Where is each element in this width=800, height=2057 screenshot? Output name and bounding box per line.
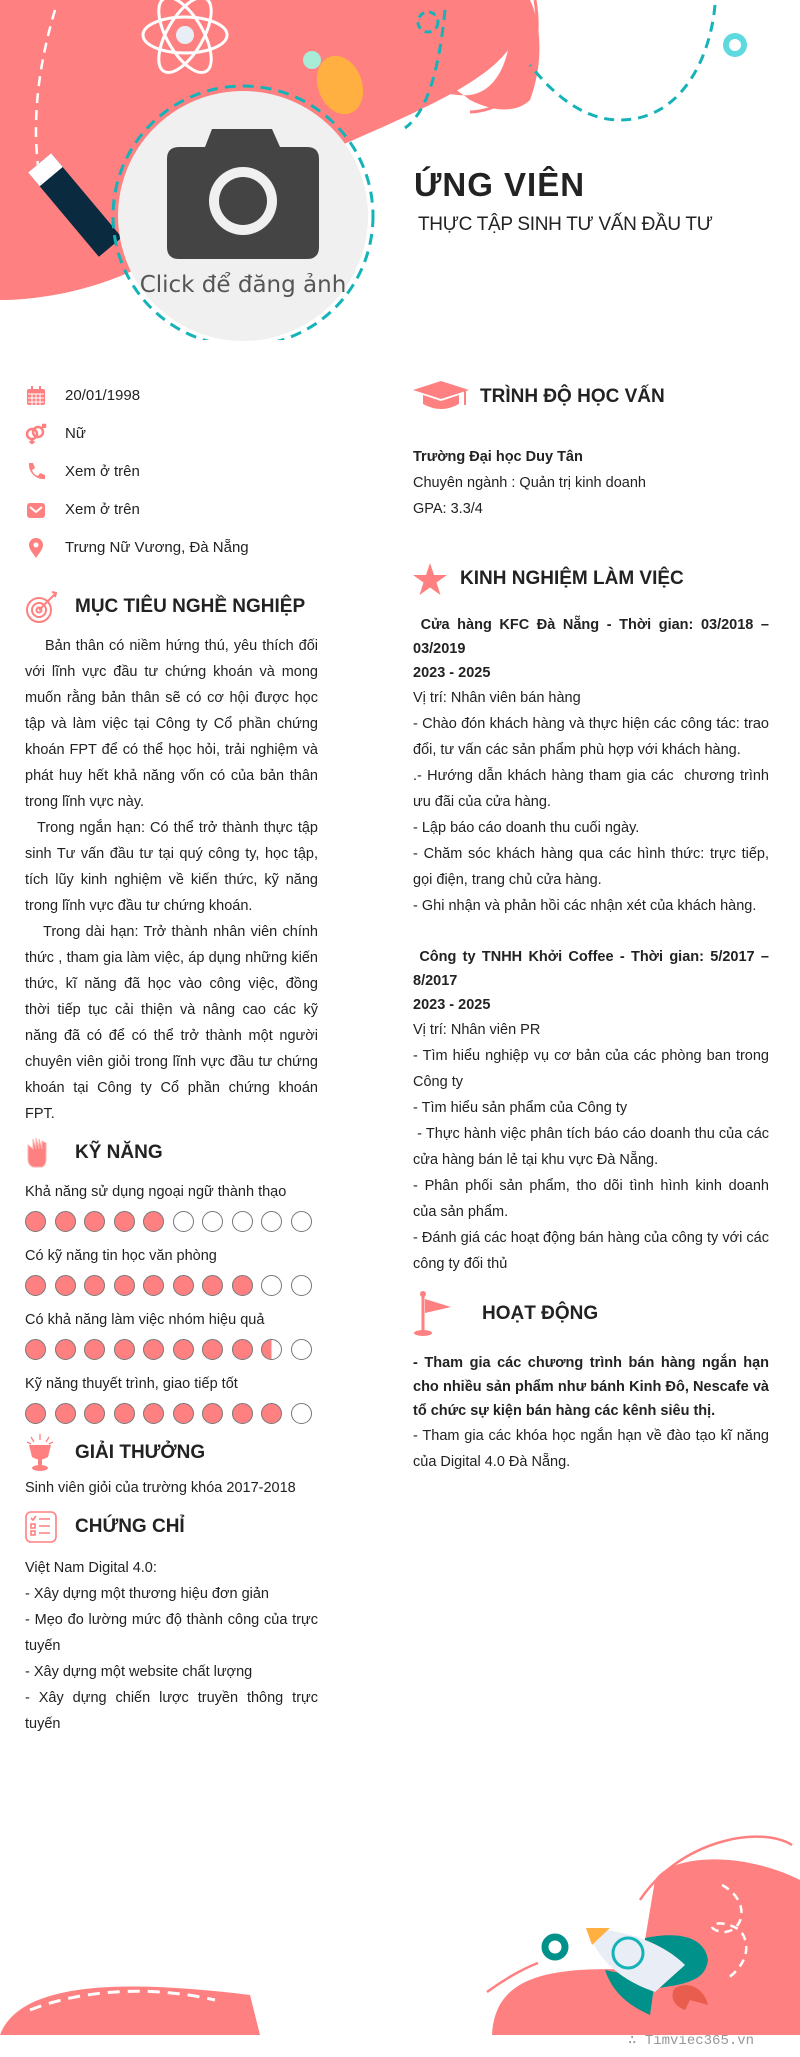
rating-dot — [232, 1275, 253, 1296]
rating-dot — [143, 1275, 164, 1296]
skill-rating — [25, 1397, 318, 1429]
skill-label: Có kỹ năng tin học văn phòng — [25, 1248, 217, 1264]
rating-dot — [55, 1275, 76, 1296]
job-duty: - Tìm hiểu nghiệp vụ cơ bản của các phòng ban trong Công ty — [413, 1048, 774, 1090]
email-icon — [25, 499, 47, 521]
job-role: Vị trí: Nhân viên bán hàng — [413, 690, 581, 706]
rating-dot — [291, 1211, 312, 1232]
skill-rating — [25, 1205, 318, 1237]
certificate-line: - Mẹo đo lường mức độ thành công của trực tuyến — [25, 1612, 318, 1654]
rating-dot — [25, 1403, 46, 1424]
job-duty: - Thực hành việc phân tích báo cáo doanh thu của các cửa hàng bán lẻ tại khu vực Đà Nẵng. — [413, 1126, 774, 1168]
target-icon — [25, 590, 59, 624]
rating-dot — [261, 1211, 282, 1232]
left-column — [25, 377, 318, 1737]
education-school: Trường Đại học Duy Tân — [413, 449, 583, 465]
certificate-line: Việt Nam Digital 4.0: — [25, 1560, 157, 1576]
footer-decoration — [0, 1820, 800, 2035]
skill-rating — [25, 1333, 318, 1365]
objective-p1: Bản thân có niềm hứng thú, yêu thích đối với lĩnh vực đầu tư chứng khoán và mong muốn rằng bản thân sẽ có cơ hội được học tập và làm việc tại Công ty Cổ phần chứng khoán FPT để có thể học hỏi, trải nghiệm và phát huy hết khả năng vốn có của bản thân trong lĩnh vực này. — [25, 638, 318, 810]
activities-text: - Tham gia các khóa học ngắn hạn về đào tạo kĩ năng của Digital 4.0 Đà Nẵng. — [413, 1428, 769, 1470]
rating-dot — [84, 1339, 105, 1360]
graduation-cap-icon — [413, 381, 469, 413]
star-icon — [413, 563, 447, 595]
rating-dot — [114, 1211, 135, 1232]
right-column — [413, 377, 774, 1475]
photo-upload-label: Click để đăng ảnh — [139, 272, 347, 298]
rating-dot — [173, 1275, 194, 1296]
contact-phone — [25, 453, 318, 491]
objective-heading — [25, 587, 318, 627]
dob-value: 20/01/1998 — [65, 387, 141, 404]
contact-gender — [25, 415, 318, 453]
rating-dot — [232, 1339, 253, 1360]
rating-dot — [291, 1275, 312, 1296]
job-period: 2023 - 2025 — [413, 665, 491, 681]
candidate-position: THỰC TẬP SINH TƯ VẤN ĐẦU TƯ — [418, 214, 713, 235]
experience-title: KINH NGHIỆM LÀM VIỆC — [460, 568, 684, 589]
job-heading: Công ty TNHH Khởi Coffee - Thời gian: 5/2017 – 8/2017 — [413, 949, 774, 989]
activities-heading — [413, 1289, 769, 1339]
rating-dot — [202, 1211, 223, 1232]
rating-dot — [114, 1403, 135, 1424]
watermark: ∴ Timviec365.vn — [628, 2033, 755, 2049]
skills-heading — [25, 1133, 318, 1173]
rating-dot — [143, 1403, 164, 1424]
education-heading — [413, 377, 769, 417]
rating-dot — [143, 1211, 164, 1232]
checklist-icon — [25, 1511, 57, 1543]
job-duty: - Chăm sóc khách hàng qua các hình thức: trực tiếp, gọi điện, trang chủ cửa hàng. — [413, 846, 774, 888]
job-entry — [413, 613, 774, 919]
rating-dot — [84, 1275, 105, 1296]
job-duty: - Tìm hiểu sản phẩm của Công ty — [413, 1100, 628, 1116]
activities-bold: - Tham gia các chương trình bán hàng ngắn hạn cho nhiều sản phẩm như bánh Kinh Đô, Nescafe và tổ chức sự kiện bán hàng các kênh siêu thị. — [413, 1355, 769, 1419]
experience-list — [413, 613, 774, 1277]
rating-dot — [84, 1403, 105, 1424]
calendar-icon — [25, 385, 47, 407]
phone-icon — [25, 461, 47, 483]
photo-upload[interactable] — [118, 91, 368, 341]
rating-dot — [173, 1403, 194, 1424]
rating-dot — [84, 1211, 105, 1232]
certificate-line: - Xây dựng một thương hiệu đơn giản — [25, 1586, 269, 1602]
location-icon — [25, 537, 47, 559]
skill-rating — [25, 1269, 318, 1301]
rating-dot — [114, 1339, 135, 1360]
rating-dot — [173, 1339, 194, 1360]
trophy-icon — [25, 1433, 55, 1473]
education-major: Chuyên ngành : Quản trị kinh doanh — [413, 475, 646, 491]
rating-dot — [291, 1403, 312, 1424]
objective-p2: Trong ngắn hạn: Có thể trở thành thực tập sinh Tư vấn đầu tư tại quý công ty, học tập, tích lũy kinh nghiệm về kiến thức, kỹ năng trong lĩnh vực đầu tư chứng khoán. — [25, 820, 318, 914]
rating-dot — [55, 1339, 76, 1360]
gender-value: Nữ — [65, 425, 86, 442]
email-value[interactable]: Xem ở trên — [65, 501, 140, 518]
rating-dot — [291, 1339, 312, 1360]
skill-label: Khả năng sử dụng ngoại ngữ thành thạo — [25, 1184, 287, 1200]
phone-value[interactable]: Xem ở trên — [65, 463, 140, 480]
awards-heading — [25, 1433, 318, 1473]
job-duty: .- Hướng dẫn khách hàng tham gia các chương trình ưu đãi của cửa hàng. — [413, 768, 774, 810]
job-duty: - Chào đón khách hàng và thực hiện các công tác: trao đổi, tư vấn các sản phẩm phù hợp với khách hàng. — [413, 716, 774, 758]
education-title: TRÌNH ĐỘ HỌC VẤN — [480, 386, 665, 407]
job-heading: Cửa hàng KFC Đà Nẵng - Thời gian: 03/2018 – 03/2019 — [413, 617, 774, 657]
skills-list — [25, 1179, 318, 1429]
awards-title: GIẢI THƯỞNG — [75, 1442, 206, 1463]
experience-heading — [413, 559, 769, 599]
flag-icon — [413, 1291, 453, 1337]
rating-dot — [232, 1403, 253, 1424]
skill-label: Có khả năng làm việc nhóm hiệu quả — [25, 1312, 265, 1328]
certificates-title: CHỨNG CHỈ — [75, 1516, 185, 1537]
rating-dot — [25, 1339, 46, 1360]
contact-address — [25, 529, 318, 567]
job-duty: - Đánh giá các hoạt động bán hàng của công ty với các công ty đối thủ — [413, 1230, 774, 1272]
rating-dot — [143, 1339, 164, 1360]
job-duty: - Lập báo cáo doanh thu cuối ngày. — [413, 820, 640, 836]
gender-icon — [25, 423, 47, 445]
rating-dot — [173, 1211, 194, 1232]
rating-dot — [25, 1211, 46, 1232]
skill-label: Kỹ năng thuyết trình, giao tiếp tốt — [25, 1376, 238, 1392]
certificates-list — [25, 1555, 318, 1737]
candidate-name: ỨNG VIÊN — [414, 166, 586, 203]
rating-dot — [202, 1339, 223, 1360]
job-role: Vị trí: Nhân viên PR — [413, 1022, 541, 1038]
rating-dot — [261, 1339, 282, 1360]
job-entry — [413, 945, 774, 1277]
certificate-line: - Xây dựng chiến lược truyền thông trực tuyến — [25, 1690, 318, 1732]
job-duty: - Phân phối sản phẩm, tho dõi tình hình kinh doanh của sản phẩm. — [413, 1178, 774, 1220]
rating-dot — [114, 1275, 135, 1296]
camera-icon — [167, 129, 319, 259]
activities-title: HOẠT ĐỘNG — [482, 1303, 599, 1324]
address-value: Trưng Nữ Vương, Đà Nẵng — [65, 539, 249, 556]
rating-dot — [261, 1403, 282, 1424]
rating-dot — [55, 1403, 76, 1424]
contact-email — [25, 491, 318, 529]
contact-dob — [25, 377, 318, 415]
certificates-heading — [25, 1507, 318, 1547]
certificate-line: - Xây dựng một website chất lượng — [25, 1664, 253, 1680]
rating-dot — [202, 1403, 223, 1424]
rating-dot — [202, 1275, 223, 1296]
objective-title: MỤC TIÊU NGHỀ NGHIỆP — [75, 596, 306, 617]
rating-dot — [232, 1211, 253, 1232]
job-period: 2023 - 2025 — [413, 997, 491, 1013]
rating-dot — [25, 1275, 46, 1296]
rating-dot — [261, 1275, 282, 1296]
hand-icon — [25, 1137, 49, 1169]
education-gpa: GPA: 3.3/4 — [413, 501, 483, 517]
skills-title: KỸ NĂNG — [75, 1142, 163, 1163]
objective-p3: Trong dài hạn: Trở thành nhân viên chính thức , tham gia làm việc, áp dụng những kiến thức, kĩ năng đã học vào công việc, đồng thời tiếp tục cải thiện và nâng cao các kỹ năng đã có để có thể trở thành một người chuyên viên giỏi trong lĩnh vực đầu tư chứng khoán tại Công ty Cổ phần chứng khoán FPT. — [25, 924, 318, 1122]
awards-text: Sinh viên giỏi của trường khóa 2017-2018 — [25, 1480, 296, 1496]
job-duty: - Ghi nhận và phản hồi các nhận xét của khách hàng. — [413, 898, 757, 914]
rating-dot — [55, 1211, 76, 1232]
